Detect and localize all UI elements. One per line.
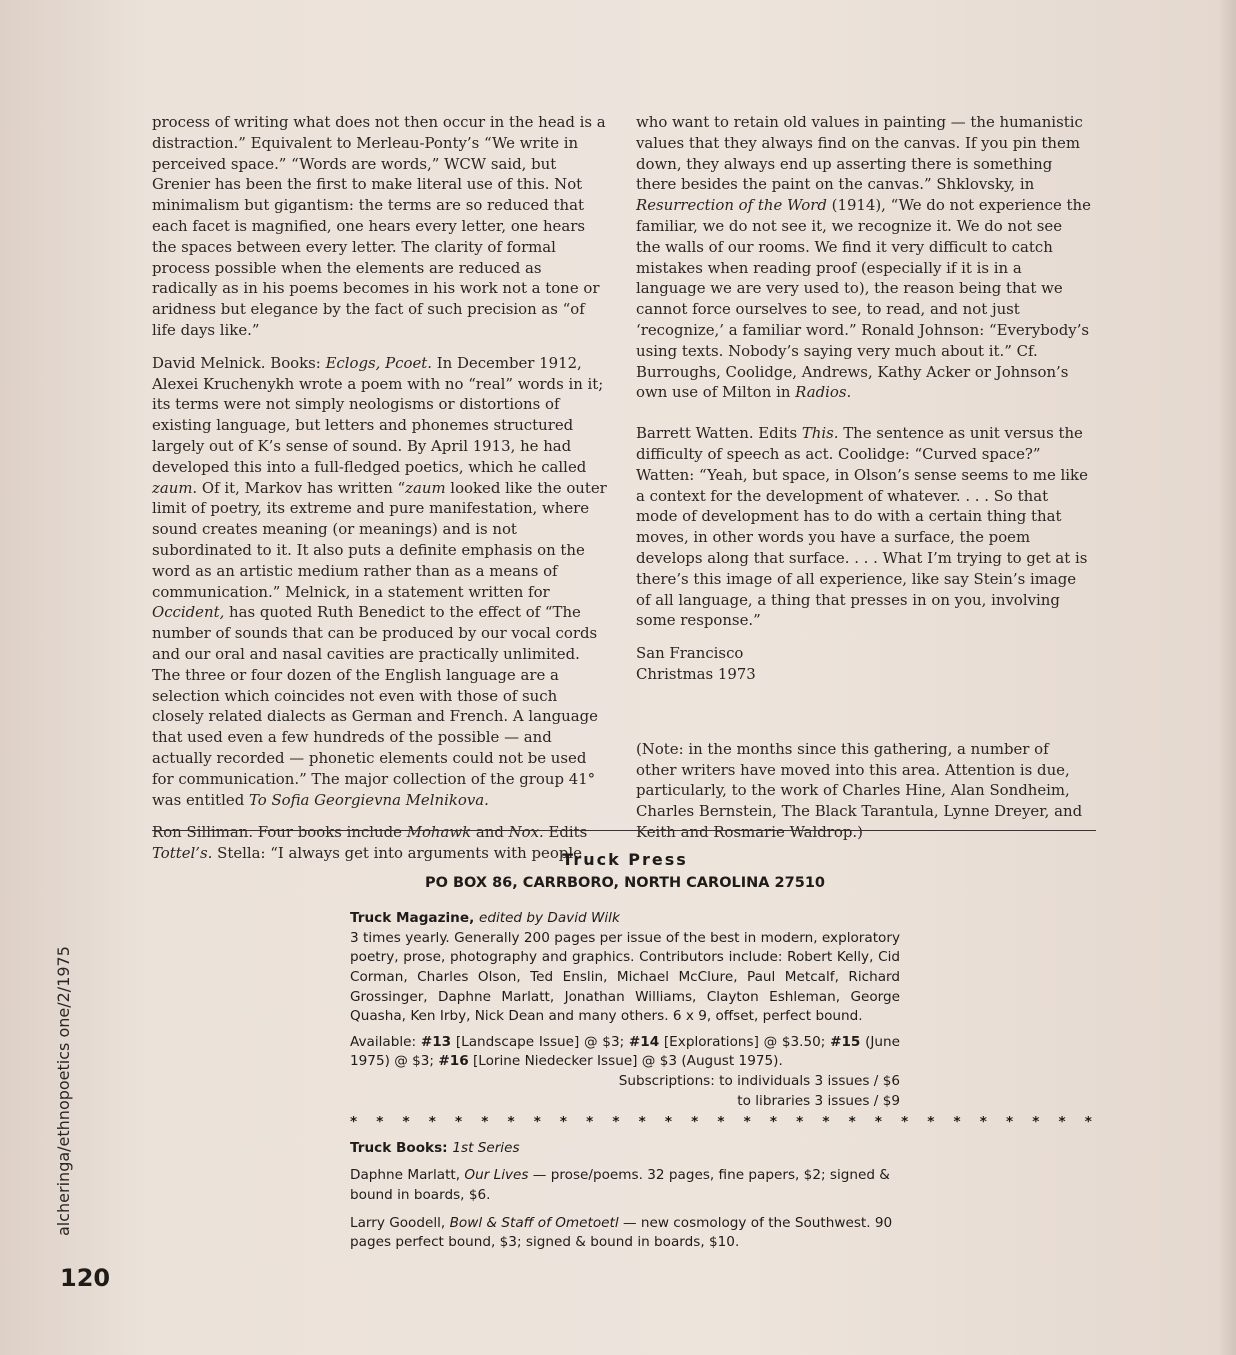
ad-address: PO BOX 86, CARRBORO, NORTH CAROLINA 27510: [424, 874, 826, 891]
book-our-lives: Daphne Marlatt, Our Lives — prose/poems. 32 pages, fine papers, $2; signed & bound in boards, $6.: [350, 1167, 890, 1203]
running-head: alcheringa/ethnopoetics one/2/1975: [54, 946, 73, 1236]
truck-press-advertisement: [350, 850, 1100, 1261]
magazine-description: 3 times yearly. Generally 200 pages per issue of the best in modern, exploratory poetry, prose, photography and graphics. Contributors include: Robert Kelly, Cid Corman, Charles Olson, Ted Enslin, Michael McClure, Paul Metcalf, Richard Grossinger, Daphne Marlatt, Jonathan Williams, Clayton Eshleman, George Quasha, Ken Irby, Nick Dean and many others. 6 x 9, offset, perfect bound.: [350, 929, 900, 1025]
paragraph-melnick: David Melnick. Books: Eclogs, Pcoet. In December 1912, Alexei Kruchenykh wrote a poem with no “real” words in it; its terms were not simply neologisms or distortions of existing language, but letters and phonemes structured largely out of K’s sense of sound. By April 1913, he had developed this into a full-fledged poetics, which he called zaum. Of it, Markov has written “zaum looked like the outer limit of poetry, its extreme and pure manifestation, where sound creates meaning (or meanings) and is not subordinated to it. It also puts a definite emphasis on the word as an artistic medium rather than as a means of communication.” Melnick, in a statement written for Occident, has quoted Ruth Benedict to the effect of “The number of sounds that can be produced by our vocal cords and our oral and nasal cavities are practically unlimited. The three or four dozen of the English language are a selection which coincides not even with those of such closely related dialects as German and French. A language that used even a few hundreds of the possible — and actually recorded — phonetic elements could not be used for communication.” The major collection of the group 41° was entitled To Sofia Georgievna Melnikova.: [152, 353, 607, 809]
paragraph-note: (Note: in the months since this gathering, a number of other writers have moved into this area. Attention is due, particularly, to the work of Charles Hine, Alan Sondheim, Charles Bernstein, The Black Tarantula, Lynne Dreyer, and Keith and Rosmarie Waldrop.): [636, 739, 1083, 841]
right-column: [636, 112, 1091, 855]
subscriptions-individuals: Subscriptions: to individuals 3 issues / $6: [618, 1072, 900, 1089]
magazine-heading: Truck Magazine, edited by David Wilk: [350, 910, 620, 927]
available-issues: Available: #13 [Landscape Issue] @ $3; #14 [Explorations] @ $3.50; #15 (June 1975) @ $3; #16 [Lorine Niedecker Issue] @ $3 (August 1975).: [350, 1033, 900, 1070]
book-bowl-and-staff: Larry Goodell, Bowl & Staff of Ometoetl — new cosmology of the Southwest. 90 pages perfect bound, $3; signed & bound in boards, $10.: [350, 1214, 893, 1251]
signature-place: San Francisco: [636, 644, 744, 663]
paragraph-silliman: Ron Silliman. Four books include Mohawk and Nox. Edits Tottel’s. Stella: “I always get into arguments with people: [152, 823, 588, 863]
signature-date: Christmas 1973: [636, 664, 756, 683]
page-edge-shadow: [1218, 0, 1236, 1355]
paragraph-grenier: process of writing what does not then occur in the head is a distraction.” Equivalent to Merleau-Ponty’s “We write in perceived space.” “Words are words,” WCW said, but Grenier has been the first to make literal use of this. Not minimalism but gigantism: the terms are so reduced that each facet is magnified, one hears every letter, one hears the spaces between every letter. The clarity of formal process possible when the elements are reduced as radically as in his poems becomes in his work not a tone or aridness but elegance by the fact of such precision as “of life days like.”: [152, 113, 606, 339]
paragraph-shklovsky: who want to retain old values in painting — the humanistic values that they always find on the canvas. If you pin them down, they always end up asserting there is something there besides the paint on the canvas.” Shklovsky, in Resurrection of the Word (1914), “We do not experience the familiar, we do not see it, we recognize it. We do not see the walls of our rooms. We find it very difficult to catch mistakes when reading proof (especially if it is in a language we are very used to), the reason being that we cannot force ourselves to see, to read, and not just ‘recognize,’ a familiar word.” Ronald Johnson: “Everybody’s using texts. Nobody’s saying very much about it.” Cf. Burroughs, Coolidge, Andrews, Kathy Acker or Johnson’s own use of Milton in Radios.: [636, 113, 1091, 402]
ad-title: Truck Press: [562, 850, 688, 869]
star-divider: * * * * * * * * * * * * * * * * * * * * * * * * * * * * *: [350, 1114, 1100, 1131]
signature-block: [636, 643, 1091, 685]
paragraph-watten: Barrett Watten. Edits This. The sentence as unit versus the difficulty of speech as act. Coolidge: “Curved space?” Watten: “Yeah, but space, in Olson’s sense seems to me like a context for the development of whatever. . . . So that mode of development has to do with a certain thing that moves, in other words you have a surface, the poem develops along that surface. . . . What I’m trying to get at is there’s this image of all experience, like say Stein’s image of all language, a thing that presses in on you, involving some response.”: [636, 424, 1088, 630]
divider-rule: [152, 830, 1096, 831]
books-heading: Truck Books: 1st Series: [350, 1139, 520, 1156]
subscriptions-libraries: to libraries 3 issues / $9: [737, 1092, 900, 1109]
left-column: [152, 112, 607, 876]
page-number: 120: [60, 1264, 111, 1292]
